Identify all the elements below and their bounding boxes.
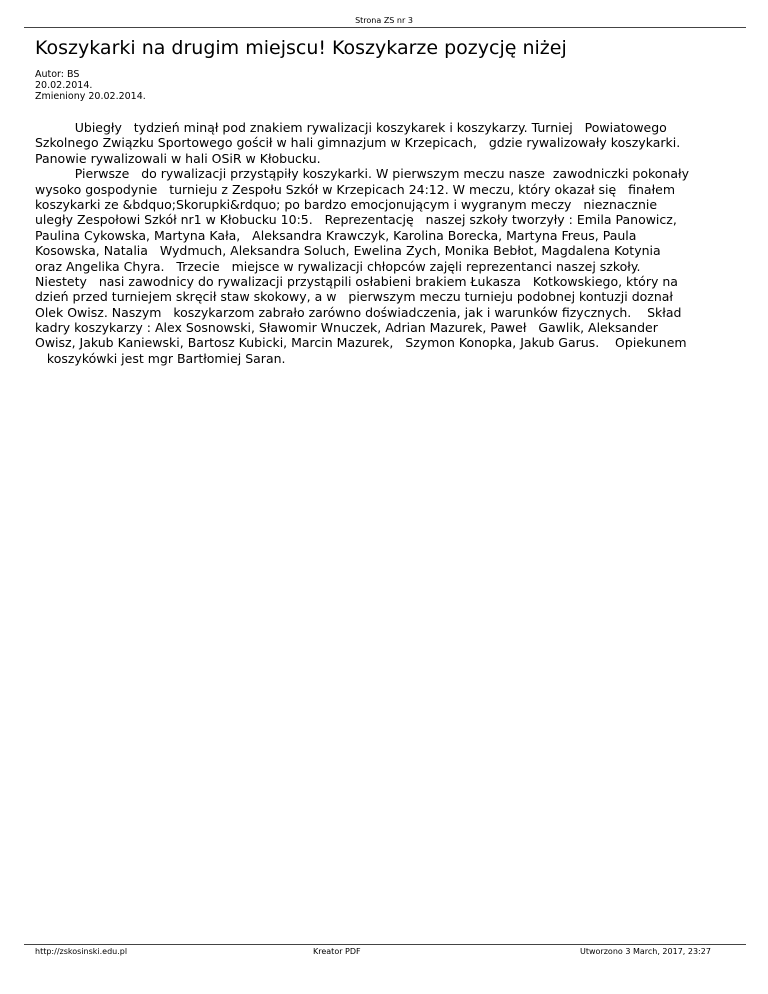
body-line: kadry koszykarzy : Alex Sosnowski, Sławomir Wnuczek, Adrian Mazurek, Paweł Gawlik, Aleksander [35,320,658,336]
body-line: Paulina Cykowska, Martyna Kała, Aleksandra Krawczyk, Karolina Borecka, Martyna Freus, Paula [35,227,637,243]
body-line: wysoko gospodynie turnieju z Zespołu Szkół w Krzepicach 24:12. W meczu, który okazał się finałem [35,181,676,197]
body-line: dzień przed turniejem skręcił staw skokowy, a w pierwszym meczu turnieju podobnej kontuzji doznał [35,289,673,305]
article-meta [35,69,146,102]
body-line: koszykówki jest mgr Bartłomiej Saran. [35,350,286,366]
footer-created: Utworzono 3 March, 2017, 23:27 [580,947,711,956]
body-line: Szkolnego Związku Sportowego gościł w hali gimnazjum w Krzepicach, gdzie rywalizowały koszykarki. [35,135,681,151]
body-line: koszykarki ze &bdquo;Skorupki&rdquo; po bardzo emocjonującym i wygranym meczy nieznacznie [35,196,658,212]
body-line: Ubiegły tydzień minął pod znakiem rywalizacji koszykarek i koszykarzy. Turniej Powiatowego [35,120,667,135]
body-line: Niestety nasi zawodnicy do rywalizacji przystąpili osłabieni brakiem Łukasza Kotkowskiego, który na [35,273,678,289]
article-date: 20.02.2014. [35,80,93,91]
body-line: Olek Owisz. Naszym koszykarzom zabrało zarówno doświadczenia, jak i warunków fizycznych. Skład [35,304,682,320]
article-title: Koszykarki na drugim miejscu! Koszykarze pozycję niżej [35,37,567,59]
body-line: Owisz, Jakub Kaniewski, Bartosz Kubicki, Marcin Mazurek, Szymon Konopka, Jakub Garus. Opiekunem [35,335,687,351]
body-line: Kosowska, Natalia Wydmuch, Aleksandra Soluch, Ewelina Zych, Monika Bebłot, Magdalena Kotynia [35,243,661,259]
body-line: Pierwsze do rywalizacji przystąpiły koszykarki. W pierwszym meczu nasze zawodniczki pokonały [35,166,689,182]
article-author: Autor: BS [35,69,80,80]
footer-generator: Kreator PDF [313,947,361,956]
page-header: Strona ZS nr 3 [355,16,413,25]
body-line: Panowie rywalizowali w hali OSiR w Kłobucku. [35,150,321,166]
body-line: oraz Angelika Chyra. Trzecie miejsce w rywalizacji chłopców zajęli reprezentanci naszej szkoły. [35,258,641,274]
article-body [35,120,747,366]
footer-divider [24,944,746,945]
body-line: uległy Zespołowi Szkół nr1 w Kłobucku 10:5. Reprezentację naszej szkoły tworzyły : Emila Panowicz, [35,212,677,228]
header-divider [24,27,746,28]
footer-url[interactable]: http://zskosinski.edu.pl [35,947,128,956]
article-modified: Zmieniony 20.02.2014. [35,91,146,102]
